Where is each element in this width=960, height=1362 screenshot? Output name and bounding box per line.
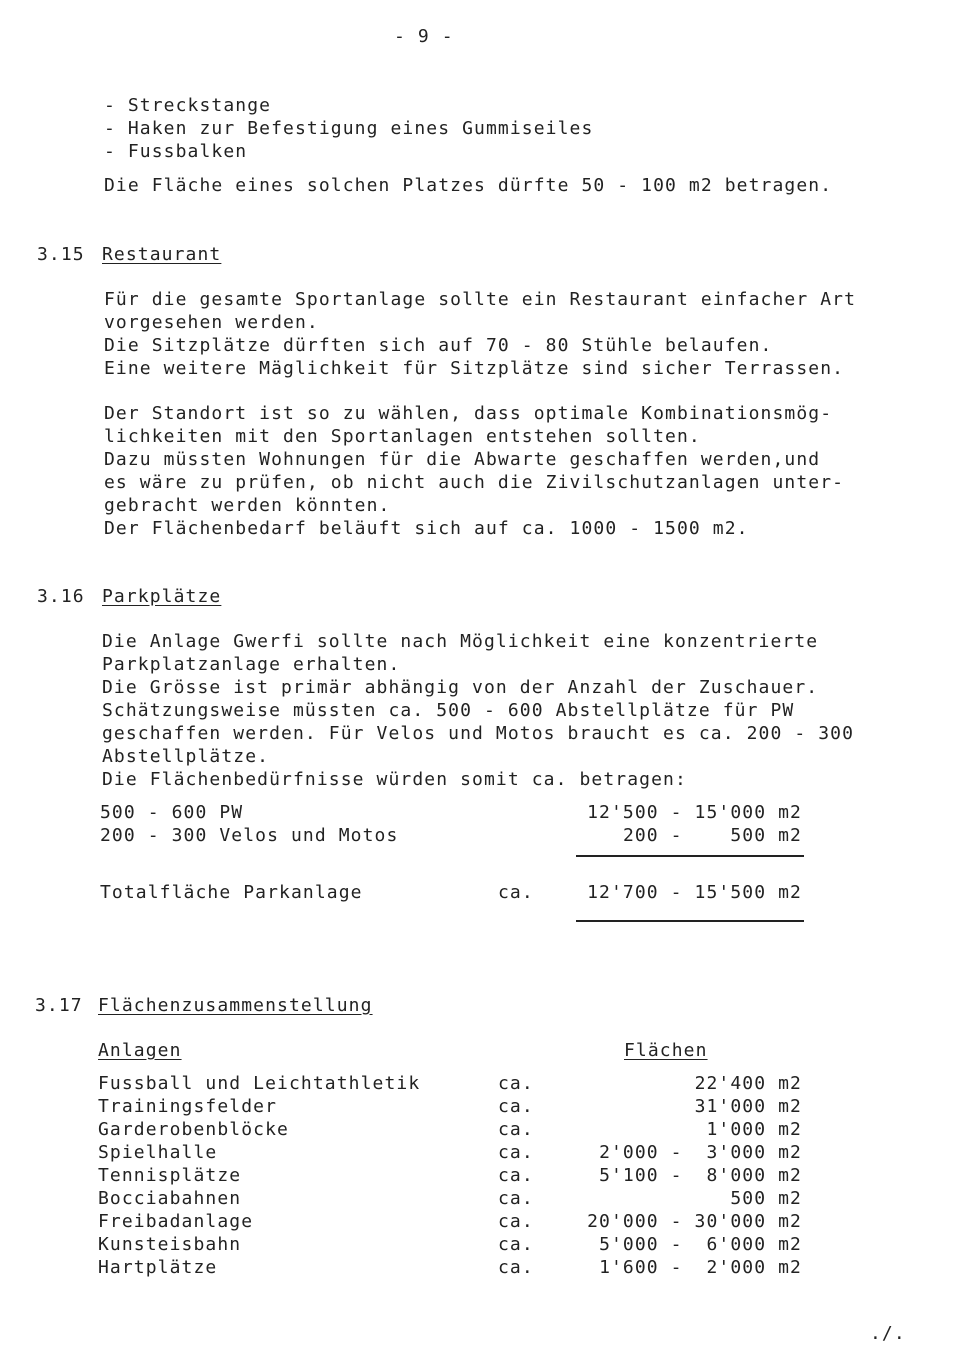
- body-line: geschaffen werden. Für Velos und Motos braucht es ca. 200 - 300: [102, 723, 855, 744]
- section-title: Parkplätze: [102, 586, 222, 607]
- list-item: - Streckstange: [104, 95, 272, 116]
- table-row-area: 1'000 m2: [706, 1119, 802, 1140]
- continuation-mark: ./.: [870, 1323, 906, 1344]
- table-row-ca: ca.: [498, 1142, 534, 1163]
- body-line: Die Grösse ist primär abhängig von der Anzahl der Zuschauer.: [102, 677, 819, 698]
- table-row-area: 20'000 - 30'000 m2: [587, 1211, 802, 1232]
- table-row-ca: ca.: [498, 1188, 534, 1209]
- table-row-ca: ca.: [498, 1257, 534, 1278]
- body-line: Der Flächenbedarf beläuft sich auf ca. 1000 - 1500 m2.: [104, 518, 749, 539]
- table-row-area: 500 m2: [730, 1188, 802, 1209]
- table-row-name: Trainingsfelder: [98, 1096, 278, 1117]
- body-line: Für die gesamte Sportanlage sollte ein Restaurant einfacher Art: [104, 289, 857, 310]
- table-row-name: Garderobenblöcke: [98, 1119, 289, 1140]
- page-number: - 9 -: [394, 26, 454, 47]
- list-item: - Haken zur Befestigung eines Gummiseiles: [104, 118, 594, 139]
- body-line: Der Standort ist so zu wählen, dass optimale Kombinationsmög-: [104, 403, 833, 424]
- body-line: Abstellplätze.: [102, 746, 270, 767]
- body-line: es wäre zu prüfen, ob nicht auch die Zivilschutzanlagen unter-: [104, 472, 845, 493]
- table-row-name: Fussball und Leichtathletik: [98, 1073, 421, 1094]
- table-row-ca: ca.: [498, 1119, 534, 1140]
- body-line: lichkeiten mit den Sportanlagen entstehen sollten.: [104, 426, 701, 447]
- total-value: 12'700 - 15'500 m2: [587, 882, 802, 903]
- total-ca: ca.: [498, 882, 534, 903]
- table-row-name: Freibadanlage: [98, 1211, 254, 1232]
- parking-label: 500 - 600 PW: [100, 802, 244, 823]
- table-row-name: Spielhalle: [98, 1142, 218, 1163]
- parking-label: 200 - 300 Velos und Motos: [100, 825, 399, 846]
- table-row-name: Hartplätze: [98, 1257, 218, 1278]
- section-number: 3.15: [37, 244, 85, 265]
- parking-value: 12'500 - 15'000 m2: [587, 802, 802, 823]
- section-number: 3.17: [35, 995, 83, 1016]
- table-row-name: Kunsteisbahn: [98, 1234, 242, 1255]
- table-row-area: 1'600 - 2'000 m2: [599, 1257, 802, 1278]
- total-rule: [576, 920, 804, 922]
- table-row-ca: ca.: [498, 1096, 534, 1117]
- table-row-ca: ca.: [498, 1073, 534, 1094]
- section-title: Restaurant: [102, 244, 222, 265]
- list-item: - Fussbalken: [104, 141, 248, 162]
- table-row-ca: ca.: [498, 1165, 534, 1186]
- body-line: Eine weitere Mäglichkeit für Sitzplätze sind sicher Terrassen.: [104, 358, 845, 379]
- table-row-name: Bocciabahnen: [98, 1188, 242, 1209]
- body-line: gebracht werden könnten.: [104, 495, 391, 516]
- body-line: Die Flächenbedürfnisse würden somit ca. betragen:: [102, 769, 687, 790]
- section-number: 3.16: [37, 586, 85, 607]
- body-line: Die Anlage Gwerfi sollte nach Möglichkeit eine konzentrierte: [102, 631, 819, 652]
- body-line: vorgesehen werden.: [104, 312, 319, 333]
- table-row-area: 5'000 - 6'000 m2: [599, 1234, 802, 1255]
- table-header-anlagen: Anlagen: [98, 1040, 182, 1061]
- table-row-name: Tennisplätze: [98, 1165, 242, 1186]
- table-row-area: 2'000 - 3'000 m2: [599, 1142, 802, 1163]
- body-line: Parkplatzanlage erhalten.: [102, 654, 401, 675]
- table-row-ca: ca.: [498, 1234, 534, 1255]
- body-line: Dazu müssten Wohnungen für die Abwarte geschaffen werden,und: [104, 449, 821, 470]
- table-row-area: 31'000 m2: [694, 1096, 802, 1117]
- list-note: Die Fläche eines solchen Platzes dürfte 50 - 100 m2 betragen.: [104, 175, 833, 196]
- section-title: Flächenzusammenstellung: [98, 995, 373, 1016]
- sum-rule: [576, 855, 804, 857]
- body-line: Die Sitzplätze dürften sich auf 70 - 80 Stühle belaufen.: [104, 335, 773, 356]
- total-label: Totalfläche Parkanlage: [100, 882, 363, 903]
- table-row-area: 5'100 - 8'000 m2: [599, 1165, 802, 1186]
- body-line: Schätzungsweise müssten ca. 500 - 600 Abstellplätze für PW: [102, 700, 795, 721]
- table-row-area: 22'400 m2: [694, 1073, 802, 1094]
- parking-value: 200 - 500 m2: [622, 825, 802, 846]
- table-row-ca: ca.: [498, 1211, 534, 1232]
- table-header-flaechen: Flächen: [624, 1040, 708, 1061]
